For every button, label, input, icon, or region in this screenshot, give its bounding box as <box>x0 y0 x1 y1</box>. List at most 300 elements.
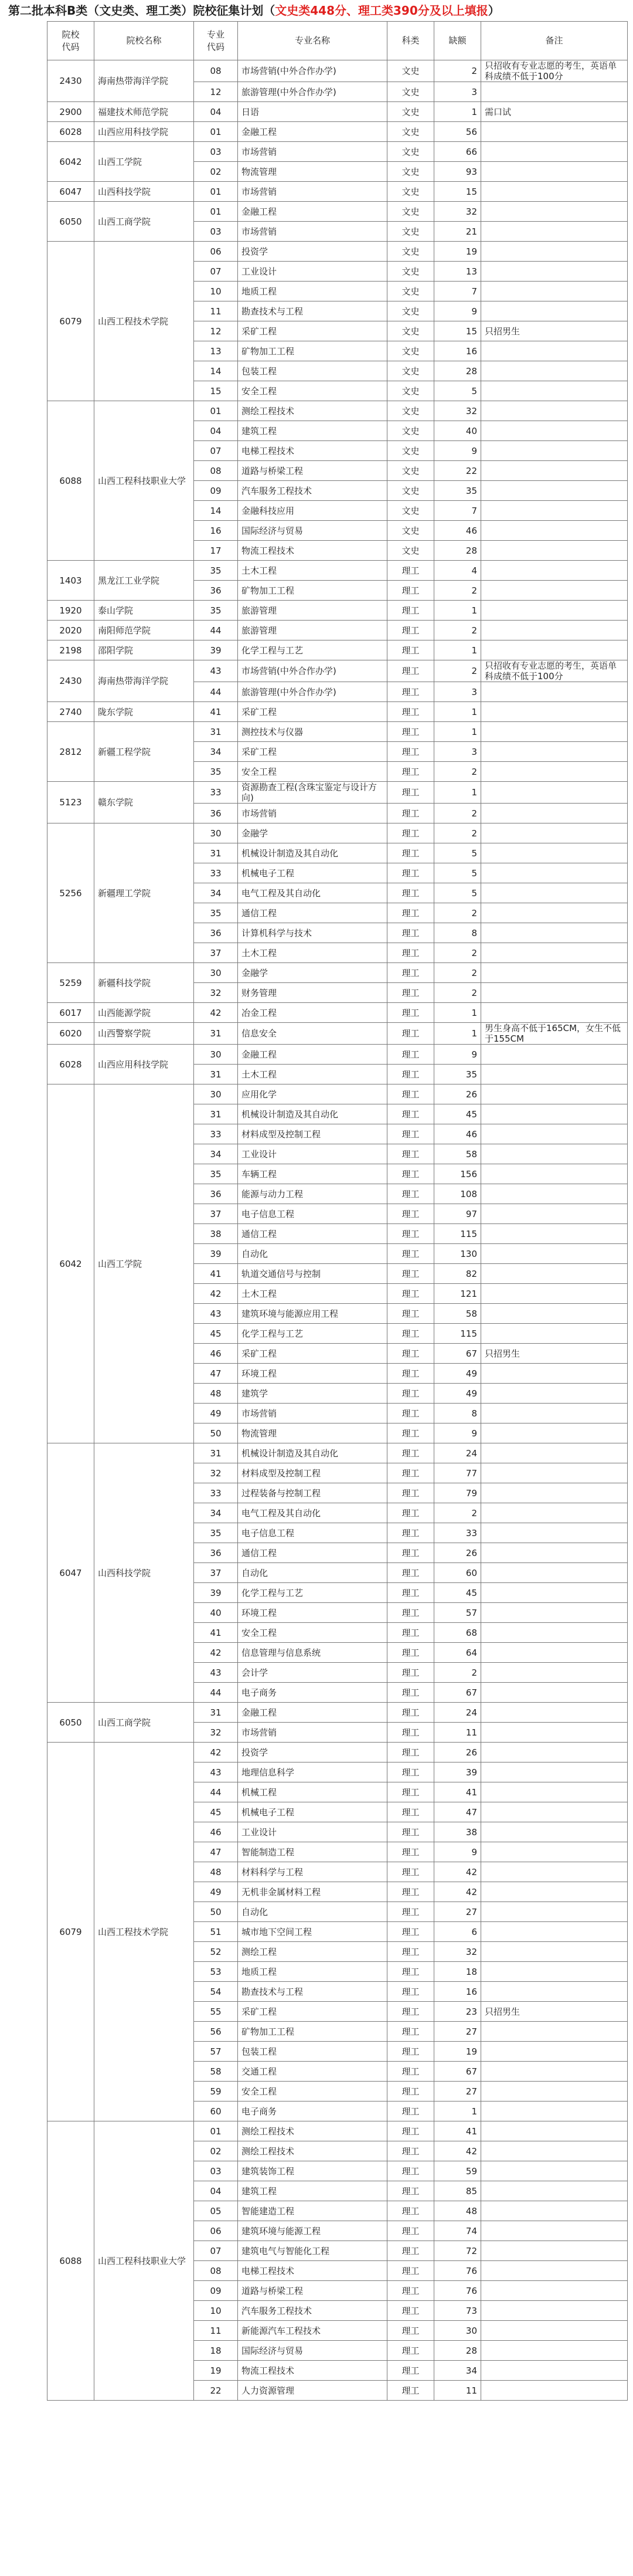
major-code: 36 <box>194 581 238 601</box>
vacancy: 8 <box>434 1404 481 1423</box>
remark <box>481 2102 628 2121</box>
vacancy: 85 <box>434 2181 481 2201</box>
remark <box>481 804 628 823</box>
vacancy: 68 <box>434 1623 481 1643</box>
subject: 理工 <box>387 1483 434 1503</box>
vacancy: 2 <box>434 943 481 963</box>
major-name: 勘查技术与工程 <box>238 1982 387 2002</box>
subject: 理工 <box>387 2221 434 2241</box>
major-code: 31 <box>194 1703 238 1723</box>
subject: 理工 <box>387 1204 434 1224</box>
remark <box>481 1264 628 1284</box>
major-name: 工业设计 <box>238 262 387 282</box>
subject: 理工 <box>387 1962 434 1982</box>
subject: 理工 <box>387 1023 434 1045</box>
major-name: 物流工程技术 <box>238 2361 387 2381</box>
major-name: 测绘工程技术 <box>238 2121 387 2141</box>
major-name: 物流管理 <box>238 1423 387 1443</box>
major-name: 信息管理与信息系统 <box>238 1643 387 1663</box>
remark <box>481 1902 628 1922</box>
major-code: 35 <box>194 903 238 923</box>
table-row <box>47 1703 628 1723</box>
remark <box>481 1164 628 1184</box>
subject: 理工 <box>387 1743 434 1762</box>
school-code: 5123 <box>47 782 94 823</box>
remark <box>481 2161 628 2181</box>
remark <box>481 1842 628 1862</box>
subject: 理工 <box>387 2341 434 2361</box>
school-code: 6079 <box>47 1743 94 2121</box>
vacancy: 115 <box>434 1324 481 1344</box>
remark <box>481 401 628 421</box>
subject: 理工 <box>387 2022 434 2042</box>
major-name: 土木工程 <box>238 561 387 581</box>
major-name: 市场营销 <box>238 142 387 162</box>
subject: 理工 <box>387 1703 434 1723</box>
subject: 理工 <box>387 2201 434 2221</box>
subject: 理工 <box>387 1065 434 1084</box>
remark: 只招收有专业志愿的考生，英语单科成绩不低于100分 <box>481 60 628 82</box>
vacancy: 5 <box>434 843 481 863</box>
remark <box>481 923 628 943</box>
remark <box>481 1802 628 1822</box>
subject: 理工 <box>387 1324 434 1344</box>
major-name: 投资学 <box>238 242 387 262</box>
remark <box>481 242 628 262</box>
remark <box>481 1003 628 1023</box>
subject: 理工 <box>387 1683 434 1703</box>
table-row <box>47 1443 628 1463</box>
remark <box>481 1862 628 1882</box>
remark <box>481 2381 628 2401</box>
vacancy: 21 <box>434 222 481 242</box>
vacancy: 2 <box>434 903 481 923</box>
vacancy: 79 <box>434 1483 481 1503</box>
major-name: 电气工程及其自动化 <box>238 1503 387 1523</box>
vacancy: 40 <box>434 421 481 441</box>
major-name: 市场营销 <box>238 804 387 823</box>
remark <box>481 1503 628 1523</box>
remark <box>481 1623 628 1643</box>
vacancy: 26 <box>434 1543 481 1563</box>
subject: 理工 <box>387 983 434 1003</box>
subject: 理工 <box>387 1443 434 1463</box>
school-name: 赣东学院 <box>94 782 194 823</box>
major-code: 58 <box>194 2062 238 2082</box>
major-name: 旅游管理(中外合作办学) <box>238 82 387 102</box>
school-name: 山西能源学院 <box>94 1003 194 1023</box>
remark: 男生身高不低于165CM，女生不低于155CM <box>481 1023 628 1045</box>
major-code: 37 <box>194 943 238 963</box>
major-name: 机械设计制造及其自动化 <box>238 843 387 863</box>
subject: 理工 <box>387 843 434 863</box>
school-code: 6042 <box>47 142 94 182</box>
vacancy: 2 <box>434 983 481 1003</box>
subject: 理工 <box>387 660 434 682</box>
major-name: 矿物加工工程 <box>238 341 387 361</box>
table-row <box>47 182 628 202</box>
major-name: 电子商务 <box>238 2102 387 2121</box>
major-code: 33 <box>194 1124 238 1144</box>
major-code: 53 <box>194 1962 238 1982</box>
major-name: 采矿工程 <box>238 702 387 722</box>
vacancy: 45 <box>434 1104 481 1124</box>
table-row <box>47 102 628 122</box>
subject: 理工 <box>387 1244 434 1264</box>
page-title <box>0 0 633 21</box>
vacancy: 72 <box>434 2241 481 2261</box>
vacancy: 13 <box>434 262 481 282</box>
major-name: 金融工程 <box>238 1045 387 1065</box>
remark <box>481 1443 628 1463</box>
major-name: 环境工程 <box>238 1364 387 1384</box>
vacancy: 2 <box>434 581 481 601</box>
vacancy: 32 <box>434 401 481 421</box>
major-code: 30 <box>194 823 238 843</box>
vacancy: 42 <box>434 1862 481 1882</box>
title-prefix: 第二批本科B类（文史类、理工类）院校征集计划（ <box>8 4 275 18</box>
subject: 理工 <box>387 782 434 804</box>
vacancy: 7 <box>434 501 481 521</box>
remark <box>481 1404 628 1423</box>
title-highlight: 文史类448分、理工类390分及以上填报 <box>275 4 488 18</box>
school-name: 海南热带海洋学院 <box>94 660 194 702</box>
major-name: 自动化 <box>238 1902 387 1922</box>
vacancy: 22 <box>434 461 481 481</box>
major-name: 智能制造工程 <box>238 1842 387 1862</box>
major-name: 化学工程与工艺 <box>238 1583 387 1603</box>
school-name: 黑龙江工业学院 <box>94 561 194 601</box>
major-name: 土木工程 <box>238 1065 387 1084</box>
major-name: 电梯工程技术 <box>238 441 387 461</box>
major-code: 11 <box>194 2321 238 2341</box>
major-name: 电梯工程技术 <box>238 2261 387 2281</box>
school-name: 山西工程科技职业大学 <box>94 2121 194 2401</box>
remark <box>481 1942 628 1962</box>
major-name: 建筑环境与能源应用工程 <box>238 1304 387 1324</box>
remark <box>481 461 628 481</box>
major-code: 34 <box>194 1144 238 1164</box>
subject: 理工 <box>387 1164 434 1184</box>
major-name: 市场营销 <box>238 1723 387 1743</box>
vacancy: 2 <box>434 621 481 640</box>
school-code: 6088 <box>47 2121 94 2401</box>
remark <box>481 381 628 401</box>
subject: 文史 <box>387 521 434 541</box>
subject: 理工 <box>387 1304 434 1324</box>
major-name: 建筑学 <box>238 1384 387 1404</box>
school-name: 山西工程技术学院 <box>94 242 194 401</box>
subject: 理工 <box>387 1224 434 1244</box>
major-name: 能源与动力工程 <box>238 1184 387 1204</box>
vacancy: 34 <box>434 2361 481 2381</box>
remark <box>481 1384 628 1404</box>
major-code: 35 <box>194 1523 238 1543</box>
remark <box>481 301 628 321</box>
vacancy: 9 <box>434 301 481 321</box>
header-vacancy: 缺额 <box>434 22 481 60</box>
vacancy: 9 <box>434 441 481 461</box>
vacancy: 2 <box>434 660 481 682</box>
vacancy: 9 <box>434 1423 481 1443</box>
major-code: 10 <box>194 282 238 301</box>
major-name: 电子信息工程 <box>238 1204 387 1224</box>
major-name: 财务管理 <box>238 983 387 1003</box>
major-code: 50 <box>194 1423 238 1443</box>
major-code: 33 <box>194 863 238 883</box>
remark <box>481 1224 628 1244</box>
remark <box>481 541 628 561</box>
remark <box>481 863 628 883</box>
major-code: 54 <box>194 1982 238 2002</box>
major-code: 31 <box>194 722 238 742</box>
school-name: 山西应用科技学院 <box>94 1045 194 1084</box>
subject: 理工 <box>387 1723 434 1743</box>
major-code: 52 <box>194 1942 238 1962</box>
remark <box>481 1643 628 1663</box>
subject: 理工 <box>387 923 434 943</box>
major-name: 建筑装饰工程 <box>238 2161 387 2181</box>
subject: 理工 <box>387 863 434 883</box>
remark <box>481 1743 628 1762</box>
remark <box>481 561 628 581</box>
major-name: 人力资源管理 <box>238 2381 387 2401</box>
major-code: 08 <box>194 60 238 82</box>
table-row <box>47 1045 628 1065</box>
remark <box>481 1543 628 1563</box>
table-row <box>47 242 628 262</box>
remark <box>481 2082 628 2102</box>
table-row <box>47 702 628 722</box>
major-code: 37 <box>194 1204 238 1224</box>
subject: 文史 <box>387 102 434 122</box>
vacancy: 38 <box>434 1822 481 1842</box>
vacancy: 2 <box>434 804 481 823</box>
remark <box>481 601 628 621</box>
major-name: 金融学 <box>238 823 387 843</box>
remark <box>481 1423 628 1443</box>
major-name: 应用化学 <box>238 1084 387 1104</box>
vacancy: 67 <box>434 1344 481 1364</box>
major-name: 金融工程 <box>238 202 387 222</box>
major-code: 01 <box>194 202 238 222</box>
major-code: 30 <box>194 963 238 983</box>
major-name: 土木工程 <box>238 1284 387 1304</box>
table-row <box>47 782 628 804</box>
major-code: 01 <box>194 122 238 142</box>
remark: 只招男生 <box>481 321 628 341</box>
subject: 理工 <box>387 2261 434 2281</box>
remark <box>481 521 628 541</box>
school-name: 福建技术师范学院 <box>94 102 194 122</box>
subject: 理工 <box>387 1623 434 1643</box>
remark <box>481 581 628 601</box>
vacancy: 35 <box>434 1065 481 1084</box>
vacancy: 24 <box>434 1443 481 1463</box>
vacancy: 108 <box>434 1184 481 1204</box>
vacancy: 11 <box>434 1723 481 1743</box>
major-code: 19 <box>194 2361 238 2381</box>
vacancy: 46 <box>434 1124 481 1144</box>
vacancy: 67 <box>434 1683 481 1703</box>
major-name: 工业设计 <box>238 1822 387 1842</box>
major-name: 新能源汽车工程技术 <box>238 2321 387 2341</box>
major-name: 国际经济与贸易 <box>238 2341 387 2361</box>
subject: 文史 <box>387 501 434 521</box>
table-row <box>47 1084 628 1104</box>
subject: 理工 <box>387 621 434 640</box>
major-code: 03 <box>194 142 238 162</box>
school-code: 1920 <box>47 601 94 621</box>
remark <box>481 621 628 640</box>
school-code: 6050 <box>47 202 94 242</box>
major-code: 11 <box>194 301 238 321</box>
major-name: 安全工程 <box>238 762 387 782</box>
major-name: 旅游管理 <box>238 621 387 640</box>
major-code: 04 <box>194 2181 238 2201</box>
major-name: 道路与桥梁工程 <box>238 2281 387 2301</box>
subject: 理工 <box>387 2141 434 2161</box>
major-name: 化学工程与工艺 <box>238 640 387 660</box>
remark <box>481 2301 628 2321</box>
subject: 理工 <box>387 2082 434 2102</box>
vacancy: 56 <box>434 122 481 142</box>
subject: 理工 <box>387 1982 434 2002</box>
major-code: 34 <box>194 742 238 762</box>
table-body <box>47 60 628 2401</box>
school-code: 6047 <box>47 182 94 202</box>
title-suffix: ） <box>488 4 500 18</box>
school-name: 山西警察学院 <box>94 1023 194 1045</box>
remark <box>481 1324 628 1344</box>
major-code: 35 <box>194 1164 238 1184</box>
school-name: 山西科技学院 <box>94 1443 194 1703</box>
school-name: 山西科技学院 <box>94 182 194 202</box>
major-code: 48 <box>194 1862 238 1882</box>
subject: 理工 <box>387 1124 434 1144</box>
vacancy: 9 <box>434 1045 481 1065</box>
major-code: 38 <box>194 1224 238 1244</box>
major-name: 采矿工程 <box>238 2002 387 2022</box>
table-row <box>47 1023 628 1045</box>
remark <box>481 2042 628 2062</box>
school-name: 陇东学院 <box>94 702 194 722</box>
subject: 理工 <box>387 1384 434 1404</box>
subject: 理工 <box>387 2121 434 2141</box>
vacancy: 97 <box>434 1204 481 1224</box>
major-code: 43 <box>194 1663 238 1683</box>
subject: 理工 <box>387 1762 434 1782</box>
remark <box>481 1782 628 1802</box>
school-name: 邵阳学院 <box>94 640 194 660</box>
subject: 理工 <box>387 1882 434 1902</box>
vacancy: 115 <box>434 1224 481 1244</box>
remark <box>481 1882 628 1902</box>
remark <box>481 1045 628 1065</box>
major-code: 39 <box>194 1244 238 1264</box>
subject: 理工 <box>387 581 434 601</box>
vacancy: 19 <box>434 242 481 262</box>
remark <box>481 441 628 461</box>
major-code: 32 <box>194 983 238 1003</box>
school-code: 6050 <box>47 1703 94 1743</box>
major-name: 物流管理 <box>238 162 387 182</box>
major-code: 10 <box>194 2301 238 2321</box>
major-code: 45 <box>194 1802 238 1822</box>
subject: 文史 <box>387 222 434 242</box>
major-code: 31 <box>194 1443 238 1463</box>
school-code: 6047 <box>47 1443 94 1703</box>
major-name: 金融工程 <box>238 1703 387 1723</box>
major-code: 44 <box>194 682 238 702</box>
vacancy: 18 <box>434 1962 481 1982</box>
major-name: 矿物加工工程 <box>238 2022 387 2042</box>
school-name: 山西工程科技职业大学 <box>94 401 194 561</box>
vacancy: 77 <box>434 1463 481 1483</box>
vacancy: 1 <box>434 702 481 722</box>
remark <box>481 222 628 242</box>
remark <box>481 1304 628 1324</box>
vacancy: 33 <box>434 1523 481 1543</box>
subject: 理工 <box>387 963 434 983</box>
table-row <box>47 122 628 142</box>
vacancy: 2 <box>434 823 481 843</box>
major-code: 39 <box>194 1583 238 1603</box>
subject: 理工 <box>387 601 434 621</box>
remark <box>481 1284 628 1304</box>
subject: 文史 <box>387 301 434 321</box>
major-code: 43 <box>194 1304 238 1324</box>
major-code: 49 <box>194 1882 238 1902</box>
subject: 理工 <box>387 2042 434 2062</box>
table-row <box>47 142 628 162</box>
subject: 理工 <box>387 1862 434 1882</box>
remark <box>481 2241 628 2261</box>
major-name: 金融工程 <box>238 122 387 142</box>
vacancy: 46 <box>434 521 481 541</box>
remark <box>481 1683 628 1703</box>
major-name: 物流工程技术 <box>238 541 387 561</box>
major-name: 地理信息科学 <box>238 1762 387 1782</box>
major-code: 05 <box>194 2201 238 2221</box>
major-code: 43 <box>194 1762 238 1782</box>
remark <box>481 1822 628 1842</box>
subject: 理工 <box>387 1523 434 1543</box>
major-code: 02 <box>194 2141 238 2161</box>
subject: 理工 <box>387 722 434 742</box>
vacancy: 28 <box>434 2341 481 2361</box>
vacancy: 9 <box>434 1842 481 1862</box>
school-code: 6028 <box>47 1045 94 1084</box>
major-name: 建筑电气与智能化工程 <box>238 2241 387 2261</box>
vacancy: 23 <box>434 2002 481 2022</box>
major-name: 矿物加工工程 <box>238 581 387 601</box>
major-code: 57 <box>194 2042 238 2062</box>
major-name: 建筑工程 <box>238 421 387 441</box>
vacancy: 1 <box>434 601 481 621</box>
major-code: 07 <box>194 441 238 461</box>
table-row <box>47 963 628 983</box>
subject: 理工 <box>387 1543 434 1563</box>
major-name: 电子信息工程 <box>238 1523 387 1543</box>
subject: 理工 <box>387 2241 434 2261</box>
major-code: 33 <box>194 782 238 804</box>
vacancy: 1 <box>434 2102 481 2121</box>
vacancy: 2 <box>434 1503 481 1523</box>
major-name: 建筑工程 <box>238 2181 387 2201</box>
subject: 理工 <box>387 1264 434 1284</box>
vacancy: 49 <box>434 1384 481 1404</box>
